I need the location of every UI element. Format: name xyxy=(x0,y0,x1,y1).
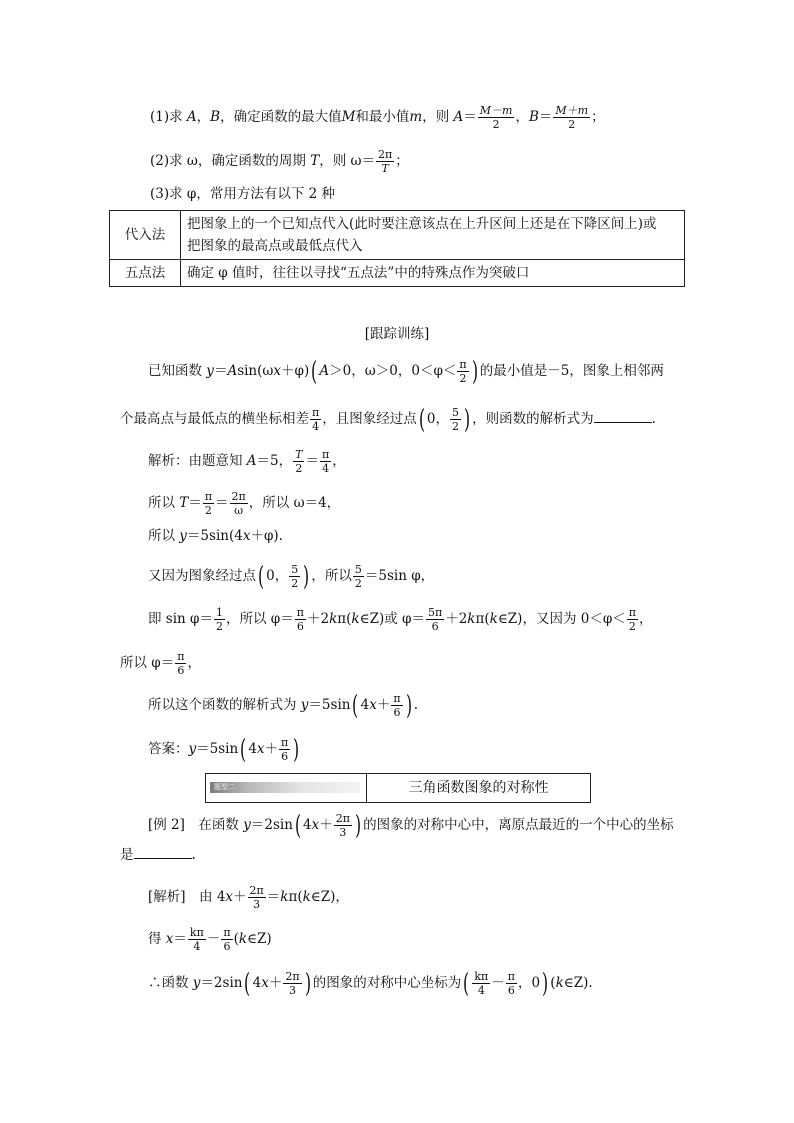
example-line-4: 得 x＝ $\frac{k\pi}{4}$ － $\frac{\pi}{6}$ (k∈Z) xyxy=(148,926,272,953)
fraction: $\frac{\pi}{4}$ xyxy=(312,406,320,433)
fraction: $\frac{1}{2}$ xyxy=(215,606,223,633)
step-3: (3)求 φ，常用方法有以下 2 种 xyxy=(150,186,336,202)
table-row xyxy=(110,260,685,287)
method-description: 确定 φ 值时，往往以寻找“五点法”中的特殊点作为突破口 xyxy=(181,260,685,287)
fraction: $\frac{\pi}{2}$ xyxy=(459,358,467,385)
answer-blank xyxy=(594,410,652,423)
fraction: $\frac{5\pi}{6}$ xyxy=(427,606,443,633)
section-tag: 题型二 xyxy=(206,774,367,802)
fraction: $\frac{M+m}{2}$ xyxy=(555,104,589,131)
method-name: 五点法 xyxy=(110,260,181,287)
methods-table xyxy=(109,210,685,287)
method-description: 把图象上的一个已知点代入(此时要注意该点在上升区间上还是在下降区间上)或 把图象的最高点或最低点代入 xyxy=(181,211,685,260)
step-2: (2)求 ω，确定函数的周期 T，则 ω＝ $\frac{2\pi}{T}$ ； xyxy=(150,148,409,175)
solution-line-7: 所以这个函数的解析式为 y＝5sin( 4x＋ $\frac{\pi}{6}$ ) . xyxy=(148,690,419,721)
example-line-1: [例 2] 在函数 y＝2sin( 4x＋ $\frac{2\pi}{3}$ ) 的图象的对称中心中，离原点最近的一个中心的坐标 xyxy=(148,810,674,841)
example-line-3: [解析] 由 4x＋ $\frac{2\pi}{3}$ ＝kπ(k∈Z)， xyxy=(148,884,349,911)
fraction: $\frac{\pi}{6}$ xyxy=(281,736,289,763)
fraction: $\frac{\pi}{6}$ xyxy=(177,650,185,677)
method-name: 代入法 xyxy=(110,211,181,260)
fraction: $\frac{T}{2}$ xyxy=(295,448,303,475)
fraction: $\frac{\pi}{6}$ xyxy=(223,926,231,953)
example-line-5: ∴函数 y＝2sin( 4x＋ $\frac{2\pi}{3}$ ) 的图象的对称中心坐标为( $\frac{k\pi}{4}$ － $\frac{\pi}{6}$ ，0) (k∈Z). xyxy=(148,968,593,999)
solution-line-4: 又因为图象经过点( 0， $\frac{5}{2}$ ) ，所以 $\frac{5}{2}$ ＝5sin φ， xyxy=(148,561,435,592)
solution-line-1: 解析：由题意知 A＝5， $\frac{T}{2}$ ＝ $\frac{\pi}{4}$ ， xyxy=(148,448,346,475)
problem-line-2: 个最高点与最低点的横坐标相差 $\frac{\pi}{4}$ ，且图象经过点( 0， $\frac{5}{2}$ ) ，则函数的解析式为 . xyxy=(120,404,656,435)
fraction: $\frac{\pi}{6}$ xyxy=(393,692,401,719)
solution-line-5: 即 sin φ＝ $\frac{1}{2}$ ，所以 φ＝ $\frac{\pi}{6}$ ＋2kπ(k∈Z)或 φ＝ $\frac{5\pi}{6}$ ＋2kπ(k∈Z)，又因为 0＜φ＜ $\frac{\pi}{2}$ ， xyxy=(148,606,653,633)
fraction: $\frac{\pi}{6}$ xyxy=(507,970,516,997)
fraction: $\frac{\pi}{2}$ xyxy=(204,490,213,517)
fraction: $\frac{k\pi}{4}$ xyxy=(189,926,204,953)
fraction: $\frac{2\pi}{3}$ xyxy=(249,884,264,911)
solution-line-6: 所以 φ＝ $\frac{\pi}{6}$ ， xyxy=(120,650,201,677)
section-title-box xyxy=(205,773,591,803)
section-title: 三角函数图象的对称性 xyxy=(408,780,549,796)
fraction: $\frac{M-m}{2}$ xyxy=(479,104,513,131)
fraction: $\frac{2\pi}{\omega}$ xyxy=(231,490,246,517)
fraction: $\frac{5}{2}$ xyxy=(451,406,459,433)
problem-line-1: 已知函数 y＝Asin(ωx＋φ)( A＞0，ω＞0，0＜φ＜ $\frac{\pi}{2}$ ) 的最小值是－5，图象上相邻两 xyxy=(148,356,664,387)
section-heading: [跟踪训练] xyxy=(364,326,430,342)
fraction: $\frac{\pi}{2}$ xyxy=(628,606,637,633)
solution-line-2: 所以 T＝ $\frac{\pi}{2}$ ＝ $\frac{2\pi}{\omega}$ ，所以 ω＝4， xyxy=(148,490,341,517)
fraction: $\frac{2\pi}{3}$ xyxy=(335,812,350,839)
step-1: (1)求 A，B，确定函数的最大值M和最小值m，则 A＝ $\frac{M-m}{2}$ ，B＝ $\frac{M+m}{2}$ ； xyxy=(150,104,605,131)
answer-line: 答案：y＝5sin( 4x＋ $\frac{\pi}{6}$ ) xyxy=(148,734,300,765)
answer-blank xyxy=(134,846,192,859)
fraction: $\frac{5}{2}$ xyxy=(354,563,362,590)
solution-line-3: 所以 y＝5sin(4x＋φ). xyxy=(148,528,283,544)
fraction: $\frac{2\pi}{3}$ xyxy=(285,970,300,997)
table-row xyxy=(110,211,685,260)
example-line-2: 是 . xyxy=(120,847,196,863)
fraction: $\frac{2\pi}{T}$ xyxy=(378,148,393,175)
fraction: $\frac{5}{2}$ xyxy=(291,563,299,590)
fraction: $\frac{\pi}{4}$ xyxy=(321,448,330,475)
fraction: $\frac{k\pi}{4}$ xyxy=(474,970,489,997)
fraction: $\frac{\pi}{6}$ xyxy=(296,606,304,633)
